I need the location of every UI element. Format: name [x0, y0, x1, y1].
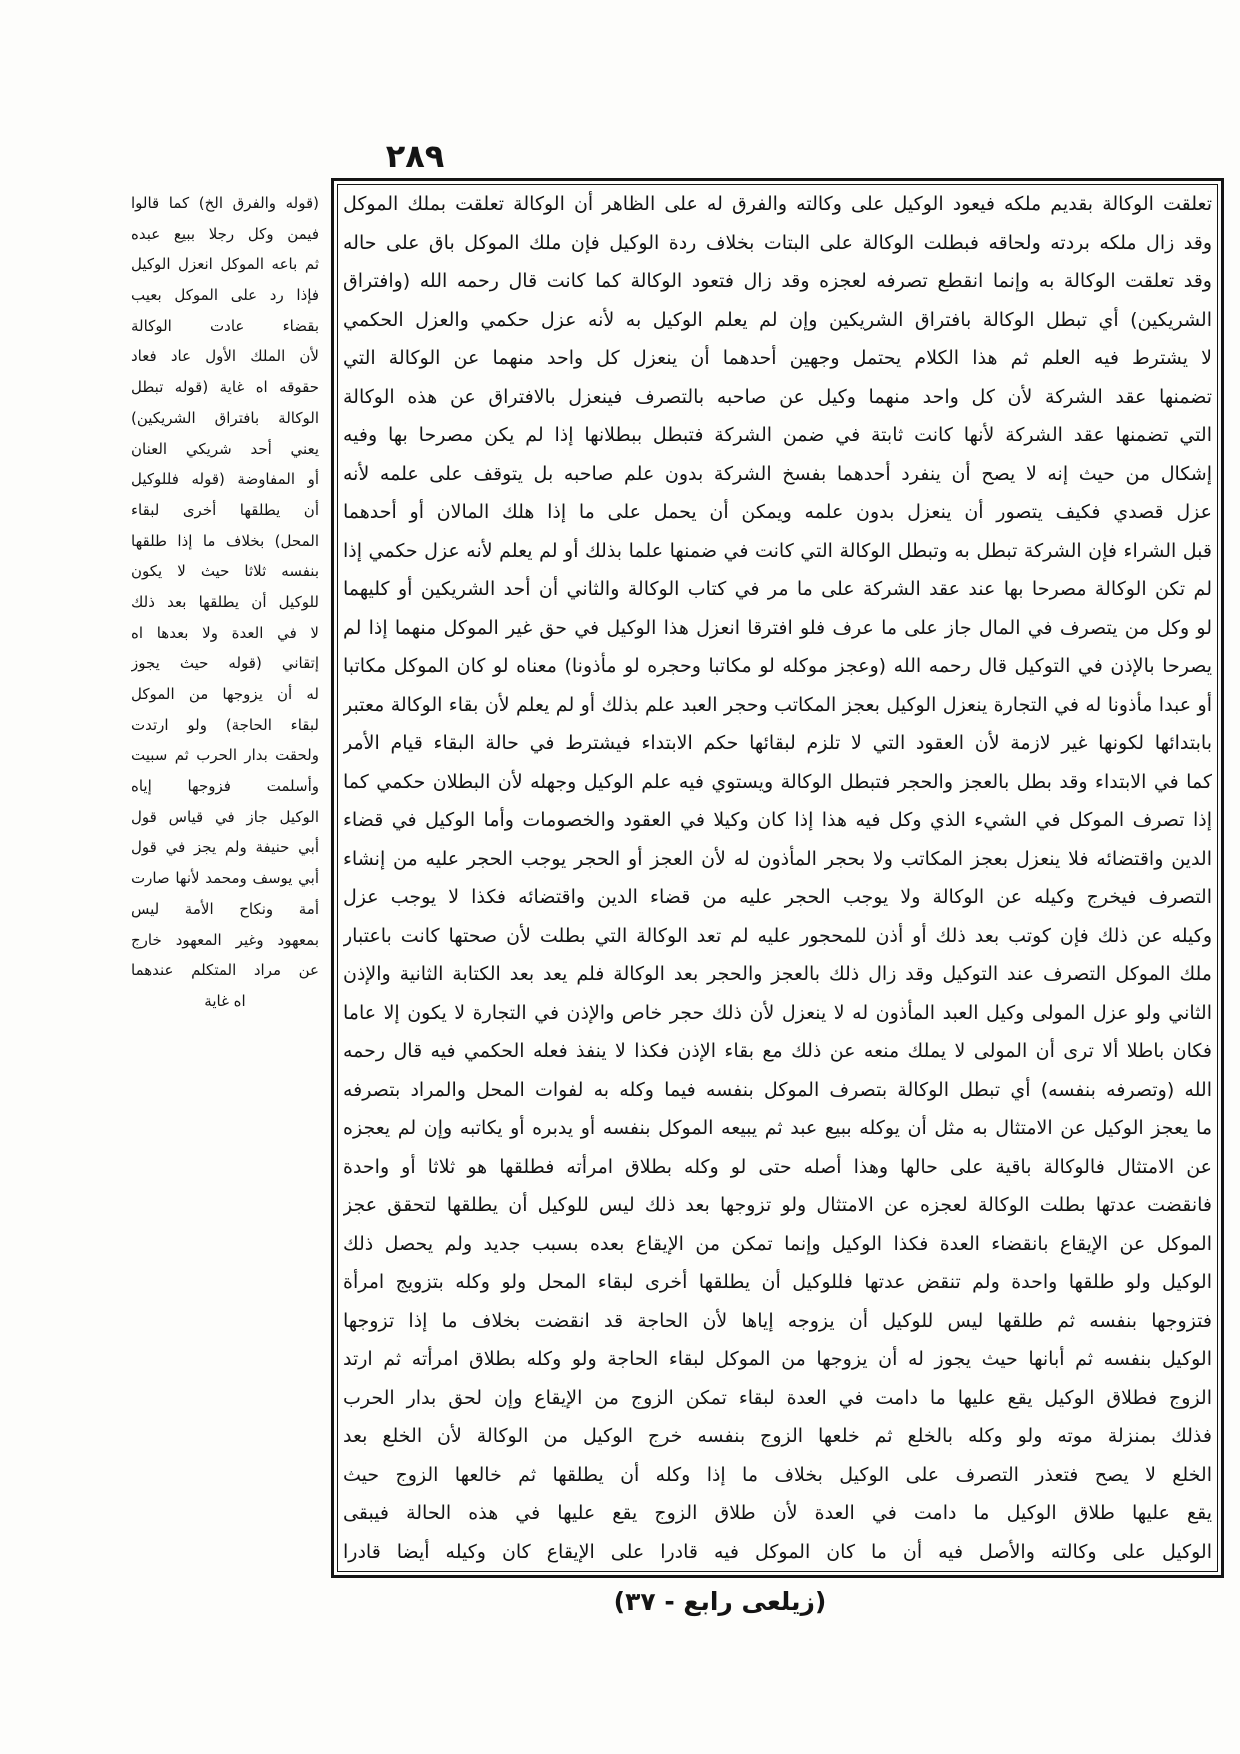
margin-note-line: فيمن وكل رجلا ببيع عبده: [131, 224, 319, 243]
margin-note-line: للوكيل أن يطلقها بعد ذلك: [131, 592, 319, 611]
main-text-line: إشكال من حيث إنه لا يصح أن ينفرد أحدهما بفسخ الشركة بدون علم صاحبه بل يتوقف على علمه لأنه: [343, 462, 1212, 485]
margin-note-line: الوكيل جاز في قياس قول: [131, 807, 319, 826]
margin-note-line: له أن يزوجها من الموكل: [131, 685, 319, 703]
main-text-line: فذلك بمنزلة موته ولو وكله بالخلع ثم خلعها الزوج بنفسه خرج الوكيل من الوكالة لأن الخلع بعد: [343, 1425, 1212, 1447]
main-text-line: التي تضمنها عقد الشركة لأنها كانت ثابتة في ضمن الشركة فتبطل ببطلانها إذا لم يكن مصرحا بها وفيه: [343, 424, 1212, 446]
margin-note-line: أبي حنيفة ولم يجز في قول: [131, 838, 319, 857]
margin-note-line: اه غاية: [204, 991, 246, 1010]
main-text-line: التصرف فيخرج وكيله عن الوكالة ولا يوجب الحجر عليه من قضاء الدين واقتضائه فكذا لا يوجب عزل: [343, 886, 1212, 908]
margin-note-line: لبقاء الحاجة) ولو ارتدت: [131, 715, 319, 734]
margin-note-line: بمعهود وغير المعهود خارج: [131, 930, 319, 949]
margin-note-line: لا في العدة ولا بعدها اه: [131, 623, 319, 642]
main-text-line: لم تكن الوكالة مصرحا بها عند عقد الشركة على ما مر في كتاب الوكالة والثاني أن أحد الشريكين أو كليهما: [343, 578, 1212, 600]
main-text-line: عزل قصدي فكيف يتصور أن ينعزل بدون علمه ويمكن أن يحمل على ما إذا هلك المالان أو أحدهما: [343, 501, 1212, 523]
footer-signature: (زيلعى رابع - ٣٧): [613, 1587, 827, 1616]
margin-note-line: المحل) بخلاف ما إذا طلقها: [131, 531, 319, 550]
main-text-line: يقع عليها طلاق الوكيل ما دامت في العدة لأن طلاق الزوج يقع عليها في هذه الحالة فيبقى: [343, 1502, 1212, 1524]
main-text-line: وكيله عن ذلك فإن كوتب بعد ذلك أو أذن للمحجور عليه لم تعد الوكالة التي بطلت لأن صحتها كانت باعتبار: [343, 924, 1212, 947]
margin-note-line: بنفسه ثلاثا حيث لا يكون: [131, 562, 319, 581]
margin-note-line: أبي يوسف ومحمد لأنها صارت: [131, 869, 319, 888]
main-text-line: الوكيل ولو طلقها واحدة ولم تنقض عدتها فللوكيل أن يطلقها أخرى لبقاء المحل ولو وكله بتزويج امرأة: [343, 1271, 1212, 1293]
margin-note-line: أمة ونكاح الأمة ليس: [131, 899, 319, 918]
margin-note-line: (قوله والفرق الخ) كما قالوا: [131, 194, 319, 212]
margin-commentary: [131, 188, 319, 1017]
main-text-line: وقد زال ملكه بردته ولحاقه فبطلت الوكالة على البتات بخلاف ردة الوكيل فإن ملك الموكل باق على حاله: [343, 231, 1212, 254]
margin-note-line: ثم باعه الموكل انعزل الوكيل: [131, 255, 319, 274]
margin-note-line: أن يطلقها أخرى لبقاء: [131, 500, 319, 519]
main-text-line: لا يشترط فيه العلم ثم هذا الكلام يحتمل وجهين أحدهما أن ينعزل كل واحد منهما عن الوكالة التي: [343, 347, 1212, 369]
main-text-line: الزوج فطلاق الوكيل يقع عليها ما دامت في العدة لبقاء تمكن الزوج من الإيقاع وإن لحق بدار الحرب: [343, 1386, 1212, 1409]
margin-note-line: فإذا رد على الموكل بعيب: [131, 286, 319, 305]
main-text-line: الخلع لا يصح فتعذر التصرف على الوكيل بخلاف ما إذا وكله أن يطلقها ثم خالعها الزوج حيث: [343, 1463, 1212, 1486]
page-number: ٢٨٩: [385, 137, 445, 175]
margin-note-line: لأن الملك الأول عاد فعاد: [131, 347, 319, 366]
main-text-line: تعلقت الوكالة بقديم ملكه فيعود الوكيل على وكالته والفرق له على الظاهر أن الوكالة تعلقت بملك الموكل: [343, 193, 1212, 215]
main-text-line: فتزوجها بنفسه ثم طلقها ليس للوكيل أن يزوجه إياها لأن الحاجة قد انقضت بخلاف ما إذا تزوجها: [343, 1309, 1212, 1332]
margin-note-line: حقوقه اه غاية (قوله تبطل: [131, 378, 319, 397]
main-text-line: الوكيل بنفسه ثم أبانها حيث يجوز له أن يزوجها من الموكل لبقاء الحاجة ولو وكله بطلاق امرأته ثم ارتد: [343, 1348, 1212, 1370]
margin-note-line: يعني أحد شريكي العنان: [131, 439, 319, 458]
margin-note-line: الوكالة بافتراق الشريكين): [131, 408, 319, 427]
main-text-line: تضمنها عقد الشركة لأن كل واحد منهما وكيل عن صاحبه بالتصرف فينعزل بالافتراق عن هذه الوكالة: [343, 385, 1212, 408]
main-text-line: الشريكين) أي تبطل الوكالة بافتراق الشريكين وإن لم يعلم الوكيل به لأنه عزل حكمي والعزل الحكمي: [343, 308, 1212, 331]
main-text-line: أو عبدا مأذونا له في التجارة ينعزل الوكيل بعجز المكاتب وحجر العبد علم بذلك أو لم يعلم لأن بقاء الوكالة معتبر: [343, 693, 1212, 716]
main-text-line: ما يعجز الوكيل عن الامتثال به مثل أن يوكله ببيع عبد ثم يبيعه الموكل بنفسه أو يدبره أو يكاتبه وإن لم يعجزه: [343, 1117, 1212, 1139]
margin-note-line: ولحقت بدار الحرب ثم سبيت: [131, 746, 319, 765]
main-text-line: ملك الموكل التصرف عند التوكيل وقد زال ذلك بالعجز والحجر بعد الوكالة فلم يعد بعد الكتابة الثانية والإذن: [343, 963, 1212, 985]
margin-note-line: بقضاء عادت الوكالة: [131, 316, 319, 335]
main-text-line: الله (وتصرفه بنفسه) أي تبطل الوكالة بتصرف الموكل بنفسه فيما وكله به لفوات المحل والمراد بتصرفه: [343, 1078, 1212, 1101]
main-text-line: إذا تصرف الموكل في الشيء الذي وكل فيه هذا إذا كان وكيلا في العقود والخصومات وأما الوكيل في قضاء: [343, 809, 1212, 831]
main-text-line: وقد تعلقت الوكالة به وإنما انقطع تصرفه لعجزه وقد زال فتعود الوكالة كما كانت قال رحمه الله (وافتراق: [343, 270, 1212, 292]
margin-note-line: أو المفاوضة (قوله فللوكيل: [131, 470, 319, 489]
margin-note-line: وأسلمت فزوجها إياه: [131, 777, 319, 796]
main-text-line: الثاني ولو عزل المولى وكيل العبد المأذون له لا ينعزل لأن ذلك حجر خاص والإذن في التجارة لا يكون إلا عاما: [343, 1001, 1212, 1024]
main-text-line: بابتدائها لكونها غير لازمة لأن العقود التي لا تلزم لبقائها حكم الابتداء فيشترط في حالة البقاء قيام الأمر: [343, 732, 1212, 754]
main-text-block: [343, 185, 1212, 1571]
main-text-line: عن الامتثال فالوكالة باقية على حالها وهذا أصله حتى لو وكله بطلاق امرأته فطلقها هو ثلاثا أو واحدة: [343, 1155, 1212, 1178]
main-text-line: قبل الشراء فإن الشركة تبطل به وتبطل الوكالة التي كانت في ضمنها علما بذلك أو لم يعلم لأنه عزل حكمي إذا: [343, 539, 1212, 562]
main-text-line: الموكل عن الإيقاع بانقضاء العدة فكذا الوكيل وإنما تمكن من الإيقاع بعده بسبب جديد ولم يحصل ذلك: [343, 1232, 1212, 1255]
main-text-line: يصرحا بالإذن في التوكيل قال رحمه الله (وعجز موكله لو مكاتبا وحجره لو مأذونا) معناه لو كان الموكل مكاتبا: [343, 655, 1212, 677]
margin-note-line: عن مراد المتكلم عندهما: [131, 961, 319, 980]
main-text-line: كما في الابتداء وقد بطل بالعجز والحجر فتبطل الوكالة ويستوي فيه علم الوكيل وجهله لأن البطلان حكمي كما: [343, 770, 1212, 793]
main-text-line: لو وكل من يتصرف في المال جاز على ما عرف فلو افترقا انعزل هذا الوكيل في حق غير الموكل منهما إذا لم: [343, 616, 1212, 639]
main-text-line: الدين واقتضائه فلا ينعزل بعجز المكاتب ولا بحجر المأذون له لأن العجز أو الحجر يوجب الحجر عليه من إنشاء: [343, 847, 1212, 870]
main-text-line: فانقضت عدتها بطلت الوكالة لعجزه عن الامتثال ولو تزوجها بعد ذلك ليس للوكيل أن يطلقها لتحقق عجز: [343, 1194, 1212, 1216]
main-text-line: الوكيل على وكالته والأصل فيه أن ما كان الموكل فيه قادرا على الإيقاع كان وكيله أيضا قادرا: [343, 1540, 1212, 1563]
margin-note-line: إتقاني (قوله حيث يجوز: [131, 654, 319, 673]
main-text-line: فكان باطلا ألا ترى أن المولى لا يملك منعه عن ذلك مع بقاء الإذن فكذا لا ينفذ فعله الحكمي فيه قال رحمه: [343, 1040, 1212, 1062]
